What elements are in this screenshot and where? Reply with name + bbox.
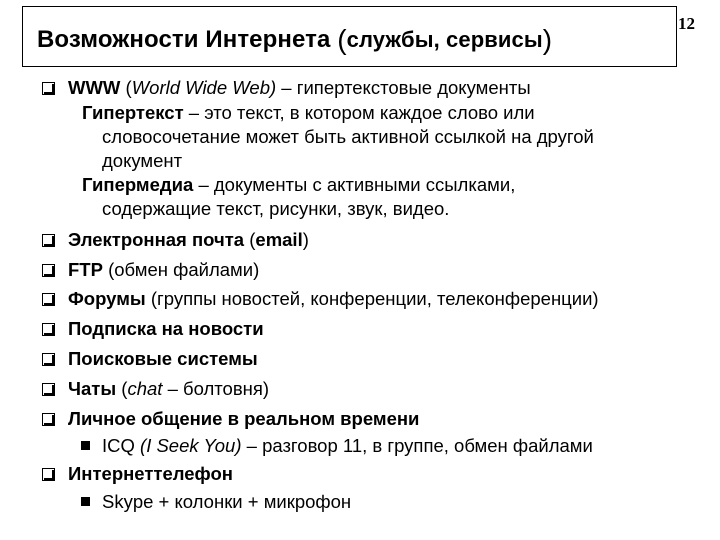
item-italic: World Wide Web): [131, 77, 277, 98]
sub-bold: Гипертекст: [82, 101, 184, 123]
sub-paragraph-hypermedia: [40, 173, 710, 221]
sub-item-skype: [40, 489, 710, 515]
sub-item-icq: [40, 433, 710, 459]
sub-text: – это текст, в котором каждое слово или: [183, 101, 535, 123]
title-paren-open: (: [337, 24, 347, 55]
sub-paragraph-hypertext: [40, 101, 710, 173]
list-item-ftp: [40, 255, 710, 285]
item-text: (обмен файлами): [102, 258, 260, 280]
item-bold: Форумы: [68, 288, 146, 310]
checkbox-bullet-icon: [42, 293, 55, 306]
square-bullet-icon: [81, 497, 90, 506]
item-bold: Интернеттелефон: [68, 463, 233, 485]
title-subtitle: службы, сервисы: [346, 27, 543, 52]
sub-text: – разговор 11, в группе, обмен файлами: [241, 435, 593, 457]
checkbox-bullet-icon: [42, 383, 55, 396]
checkbox-bullet-icon: [42, 413, 55, 426]
sub-italic: (I Seek You): [140, 435, 242, 457]
item-bold: FTP: [68, 258, 103, 280]
list-item-email: [40, 225, 710, 255]
item-bold: Подписка на новости: [68, 318, 264, 340]
item-italic: chat: [127, 377, 163, 399]
item-text: (: [244, 228, 256, 250]
checkbox-bullet-icon: [42, 468, 55, 481]
sub-text: Skype + колонки + микрофон: [102, 491, 352, 513]
item-text-after: – гипертекстовые документы: [276, 77, 531, 98]
checkbox-bullet-icon: [42, 323, 55, 336]
item-text: (: [120, 77, 132, 98]
list-item-search: [40, 344, 710, 374]
item-text-after: ): [302, 228, 309, 250]
list-item-realtime: [40, 404, 710, 434]
bullet-list: [40, 73, 710, 515]
title-main: Возможности Интернета: [37, 26, 338, 53]
item-text: (группы новостей, конференции, телеконференции): [145, 288, 599, 310]
item-bold: Чаты: [68, 377, 117, 399]
square-bullet-icon: [81, 441, 90, 450]
checkbox-bullet-icon: [42, 82, 55, 95]
sub-text: содержащие текст, рисунки, звук, видео.: [102, 197, 450, 219]
item-text: (: [116, 377, 128, 399]
checkbox-bullet-icon: [42, 264, 55, 277]
sub-bold: Гипермедиа: [82, 173, 194, 195]
title-paren-close: ): [542, 24, 553, 55]
sub-text: документ: [102, 149, 183, 171]
list-item-www: [40, 73, 710, 103]
item-bold: Электронная почта: [68, 228, 245, 250]
page-number: 12: [678, 14, 695, 33]
item-bold: WWW: [68, 77, 121, 98]
sub-text: – документы с активными ссылками,: [193, 173, 516, 195]
slide-title: [37, 22, 552, 54]
checkbox-bullet-icon: [42, 234, 55, 247]
sub-text: словосочетание может быть активной ссылкой на другой: [102, 125, 594, 147]
list-item-chats: [40, 374, 710, 404]
item-bold: Поисковые системы: [68, 347, 258, 369]
list-item-forums: [40, 284, 710, 314]
list-item-internet-phone: [40, 459, 710, 489]
item-text-after: – болтовня): [162, 377, 270, 399]
checkbox-bullet-icon: [42, 353, 55, 366]
item-bold: Личное общение в реальном времени: [68, 407, 420, 429]
list-item-news: [40, 314, 710, 344]
item-bold: email: [255, 228, 303, 250]
sub-text: ICQ: [102, 435, 141, 457]
